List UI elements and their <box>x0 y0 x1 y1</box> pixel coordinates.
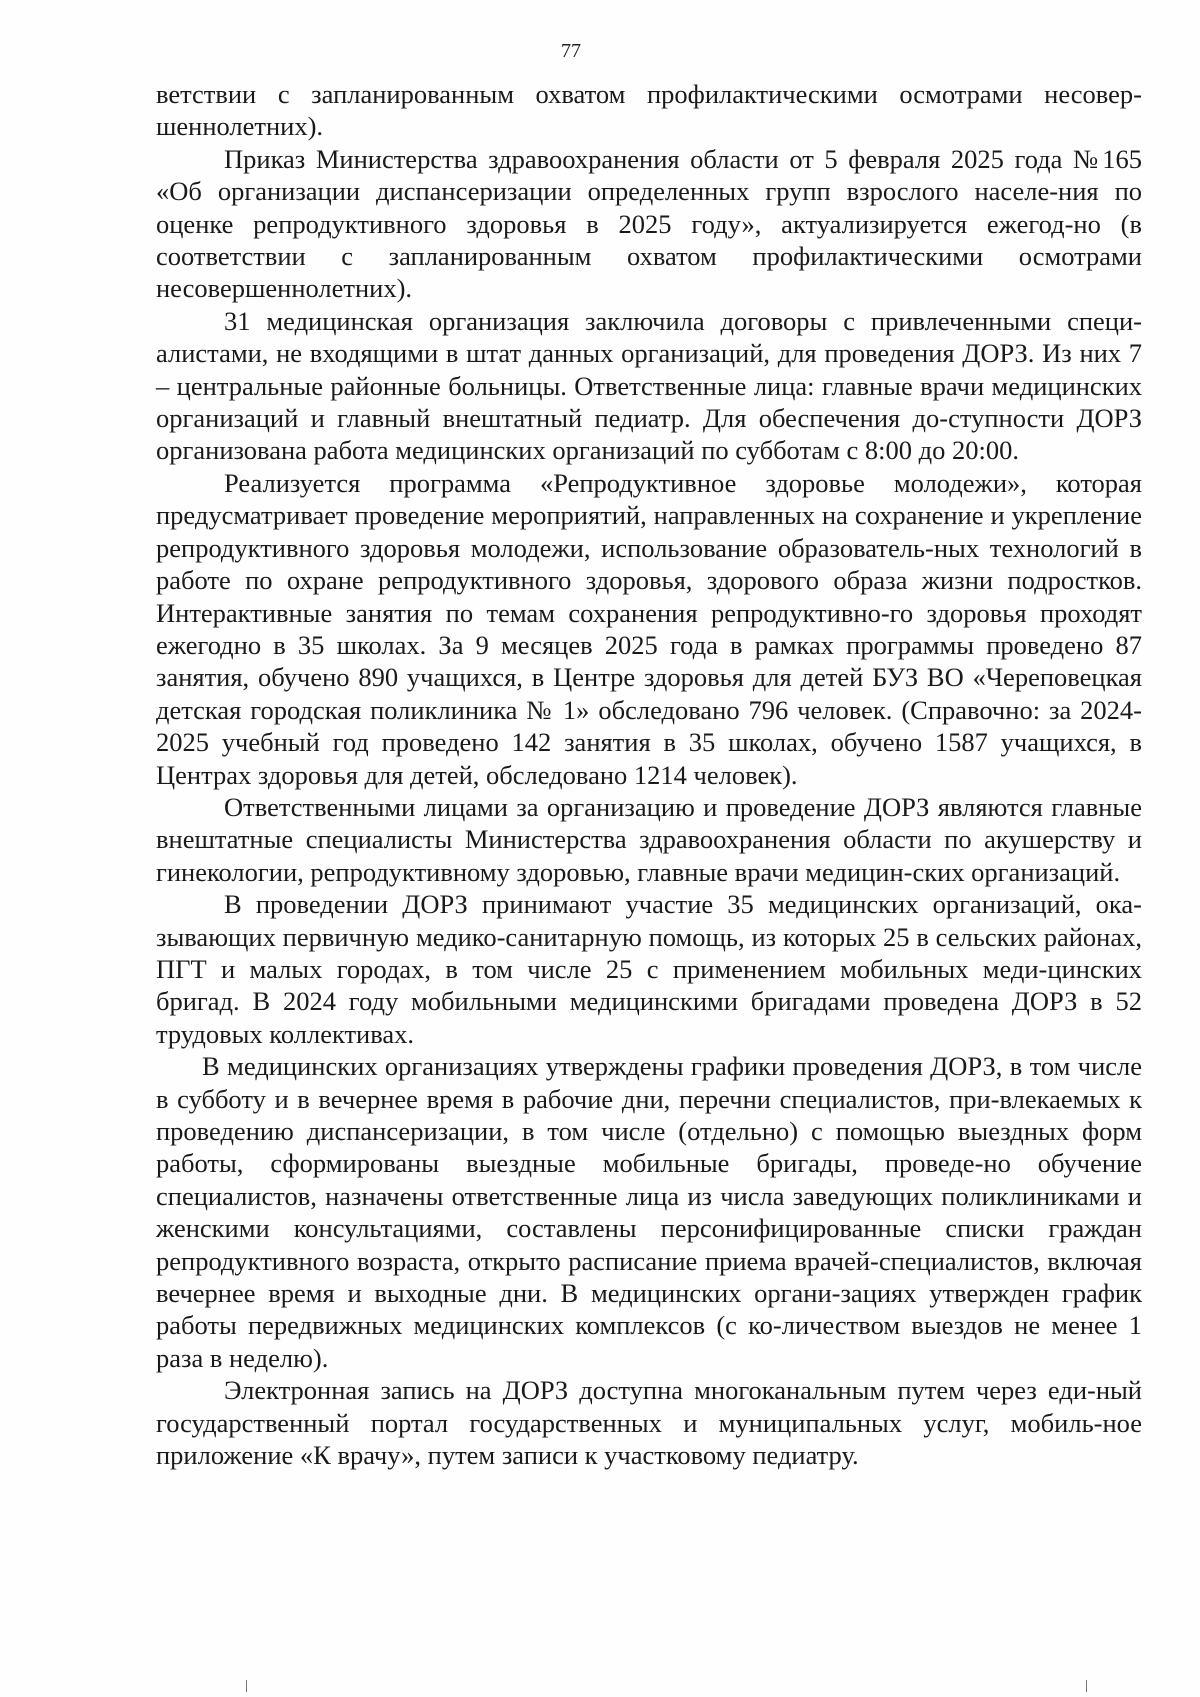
document-body <box>156 78 1142 1471</box>
page-number: 77 <box>561 40 581 62</box>
paragraph: Приказ Министерства здравоохранения области от 5 февраля 2025 года №165 «Об организации диспансеризации определенных групп взрослого населе-ния по оценке репродуктивного здоровья в 2025 году», актуализируется ежегод-но (в соответствии с запланированным охватом профилактическими осмотрами несовершеннолетних). <box>156 143 1142 304</box>
paragraph: В медицинских организациях утверждены графики проведения ДОРЗ, в том числе в субботу и в вечернее время в рабочие дни, перечни специалистов, при-влекаемых к проведению диспансеризации, в том числе (отдельно) с помощью выездных форм работы, сформированы выездные мобильные бригады, проведе-но обучение специалистов, назначены ответственные лица из числа заведующих поликлиниками и женскими консультациями, составлены персонифицированные списки граждан репродуктивного возраста, открыто расписание приема врачей-специалистов, включая вечернее время и выходные дни. В медицинских органи-зациях утвержден график работы передвижных медицинских комплексов (с ко-личеством выездов не менее 1 раза в неделю). <box>156 1051 1142 1373</box>
paragraph: Электронная запись на ДОРЗ доступна многоканальным путем через еди-ный государственный портал государственных и муниципальных услуг, мобиль-ное приложение «К врачу», путем записи к участковому педиатру. <box>156 1375 1142 1471</box>
scan-edge-mark <box>246 1680 247 1692</box>
paragraph: В проведении ДОРЗ принимают участие 35 медицинских организаций, ока-зывающих первичную медико-санитарную помощь, из которых 25 в сельских районах, ПГТ и малых городах, в том числе 25 с применением мобильных меди-цинских бригад. В 2024 году мобильными медицинскими бригадами проведена ДОРЗ в 52 трудовых коллективах. <box>156 889 1142 1049</box>
paragraph-continuation: ветствии с запланированным охватом профилактическими осмотрами несовер-шеннолетних). <box>156 79 1142 142</box>
paragraph: Реализуется программа «Репродуктивное здоровье молодежи», которая предусматривает проведение мероприятий, направленных на сохранение и укрепление репродуктивного здоровья молодежи, использование образователь-ных технологий в работе по охране репродуктивного здоровья, здорового образа жизни подростков. Интерактивные занятия по темам сохранения репродуктивно-го здоровья проходят ежегодно в 35 школах. За 9 месяцев 2025 года в рамках программы проведено 87 занятия, обучено 890 учащихся, в Центре здоровья для детей БУЗ ВО «Череповецкая детская городская поликлиника № 1» обследовано 796 человек. (Справочно: за 2024-2025 учебный год проведено 142 занятия в 35 школах, обучено 1587 учащихся, в Центрах здоровья для детей, обследовано 1214 человек). <box>156 467 1142 790</box>
paragraph: 31 медицинская организация заключила договоры с привлеченными специ-алистами, не входящими в штат данных организаций, для проведения ДОРЗ. Из них 7 – центральные районные больницы. Ответственные лица: главные врачи медицинских организаций и главный внештатный педиатр. Для обеспечения до-ступности ДОРЗ организована работа медицинских организаций по субботам с 8:00 до 20:00. <box>156 305 1142 466</box>
scan-edge-mark <box>1086 1680 1087 1692</box>
paragraph: Ответственными лицами за организацию и проведение ДОРЗ являются главные внештатные специалисты Министерства здравоохранения области по акушерству и гинекологии, репродуктивному здоровью, главные врачи медицин-ских организаций. <box>156 791 1142 887</box>
